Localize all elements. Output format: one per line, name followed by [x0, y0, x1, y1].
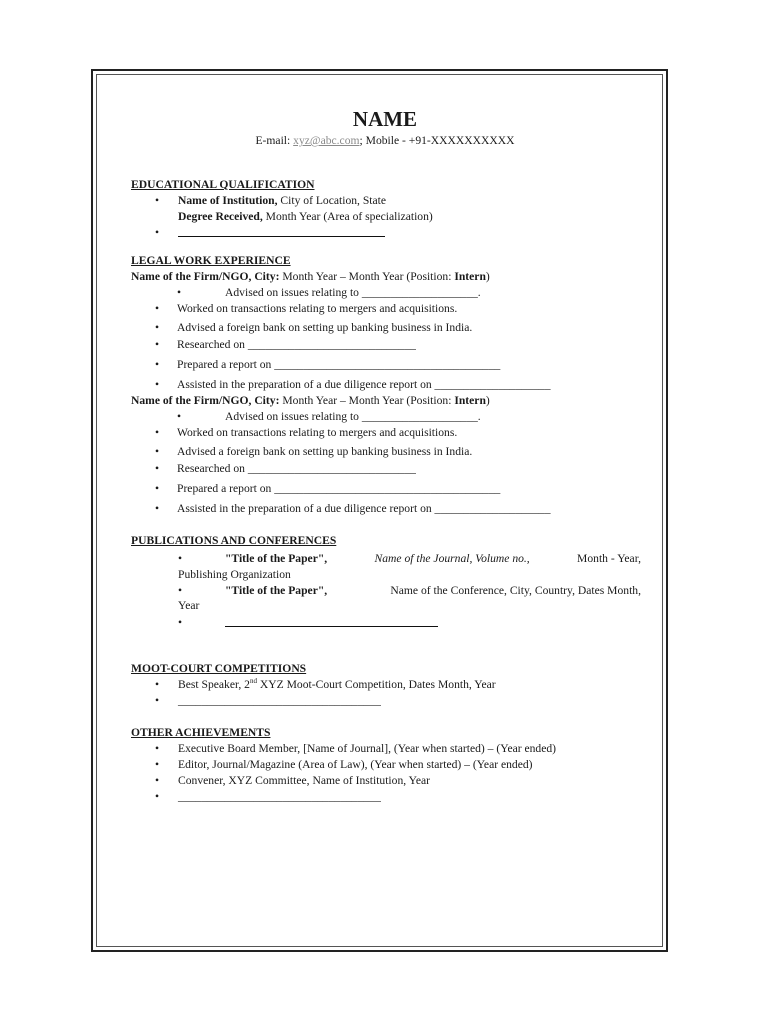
- work-item: Advised a foreign bank on setting up banking business in India.: [177, 321, 473, 334]
- moot-blank: ___________________________________: [178, 694, 381, 707]
- work-item: Prepared a report on _______________________________________: [177, 482, 501, 495]
- moot-item: Best Speaker, 2nd XYZ Moot-Court Competition, Dates Month, Year: [178, 677, 496, 691]
- bullet: •: [178, 616, 183, 629]
- work-item: Assisted in the preparation of a due diligence report on ____________________: [177, 502, 551, 515]
- bullet: •: [178, 552, 183, 565]
- bullet: •: [155, 502, 160, 515]
- bullet: •: [155, 462, 160, 475]
- bullet: •: [155, 694, 160, 707]
- bullet: •: [155, 790, 160, 803]
- bullet: •: [155, 378, 160, 391]
- email-link[interactable]: xyz@abc.com: [293, 134, 360, 147]
- bullet: •: [177, 286, 182, 299]
- bullet: •: [177, 410, 182, 423]
- bullet: •: [155, 302, 160, 315]
- publication-line2: Year: [178, 599, 200, 612]
- achievement-item: Executive Board Member, [Name of Journal], (Year when started) – (Year ended): [178, 742, 557, 755]
- work-item: Researched on _____________________________: [177, 338, 416, 351]
- bullet: •: [155, 445, 160, 458]
- publication-line2: Publishing Organization: [178, 568, 291, 581]
- work-item: Advised on issues relating to ____________________.: [225, 410, 481, 423]
- work-item: Assisted in the preparation of a due diligence report on ____________________: [177, 378, 551, 391]
- contact-line: [0, 134, 770, 148]
- publication-line: "Title of the Paper", Name of the Conference, City, Country, Dates Month,: [225, 584, 641, 597]
- education-blank-line: [178, 236, 385, 237]
- email-label: E-mail:: [255, 134, 291, 147]
- bullet: •: [155, 321, 160, 334]
- work-item: Worked on transactions relating to mergers and acquisitions.: [177, 302, 458, 315]
- achievements-heading: OTHER ACHIEVEMENTS: [131, 726, 271, 739]
- bullet: •: [155, 338, 160, 351]
- education-degree: Degree Received, Month Year (Area of specialization): [178, 210, 433, 223]
- work-item: Researched on _____________________________: [177, 462, 416, 475]
- candidate-name: NAME: [352, 107, 418, 131]
- work-item: Advised on issues relating to ____________________.: [225, 286, 481, 299]
- work-item: Prepared a report on _______________________________________: [177, 358, 501, 371]
- education-institution: Name of Institution, City of Location, State: [178, 194, 387, 207]
- bullet: •: [155, 358, 160, 371]
- bullet: •: [155, 482, 160, 495]
- bullet: •: [178, 584, 183, 597]
- publication-line: "Title of the Paper", Name of the Journal, Volume no., Month - Year,: [225, 552, 641, 565]
- bullet: •: [155, 678, 160, 691]
- bullet: •: [155, 426, 160, 439]
- work-item: Advised a foreign bank on setting up banking business in India.: [177, 445, 473, 458]
- bullet: •: [155, 226, 160, 239]
- mobile-text: ; Mobile - +91-XXXXXXXXXX: [359, 134, 515, 147]
- work-entry-firm: Name of the Firm/NGO, City: Month Year – Month Year (Position: Intern): [131, 394, 490, 407]
- publications-heading: PUBLICATIONS AND CONFERENCES: [131, 534, 337, 547]
- bullet: •: [155, 758, 160, 771]
- work-item: Worked on transactions relating to mergers and acquisitions.: [177, 426, 458, 439]
- achievement-item: Convener, XYZ Committee, Name of Institution, Year: [178, 774, 430, 787]
- achievement-item: Editor, Journal/Magazine (Area of Law), (Year when started) – (Year ended): [178, 758, 533, 771]
- bullet: •: [155, 194, 160, 207]
- education-heading: EDUCATIONAL QUALIFICATION: [131, 178, 315, 191]
- publication-blank-line: [225, 626, 438, 627]
- work-entry-firm: Name of the Firm/NGO, City: Month Year – Month Year (Position: Intern): [131, 270, 490, 283]
- bullet: •: [155, 774, 160, 787]
- bullet: •: [155, 742, 160, 755]
- work-heading: LEGAL WORK EXPERIENCE: [131, 254, 291, 267]
- achievement-item: ___________________________________: [178, 790, 381, 803]
- moot-heading: MOOT-COURT COMPETITIONS: [131, 662, 307, 675]
